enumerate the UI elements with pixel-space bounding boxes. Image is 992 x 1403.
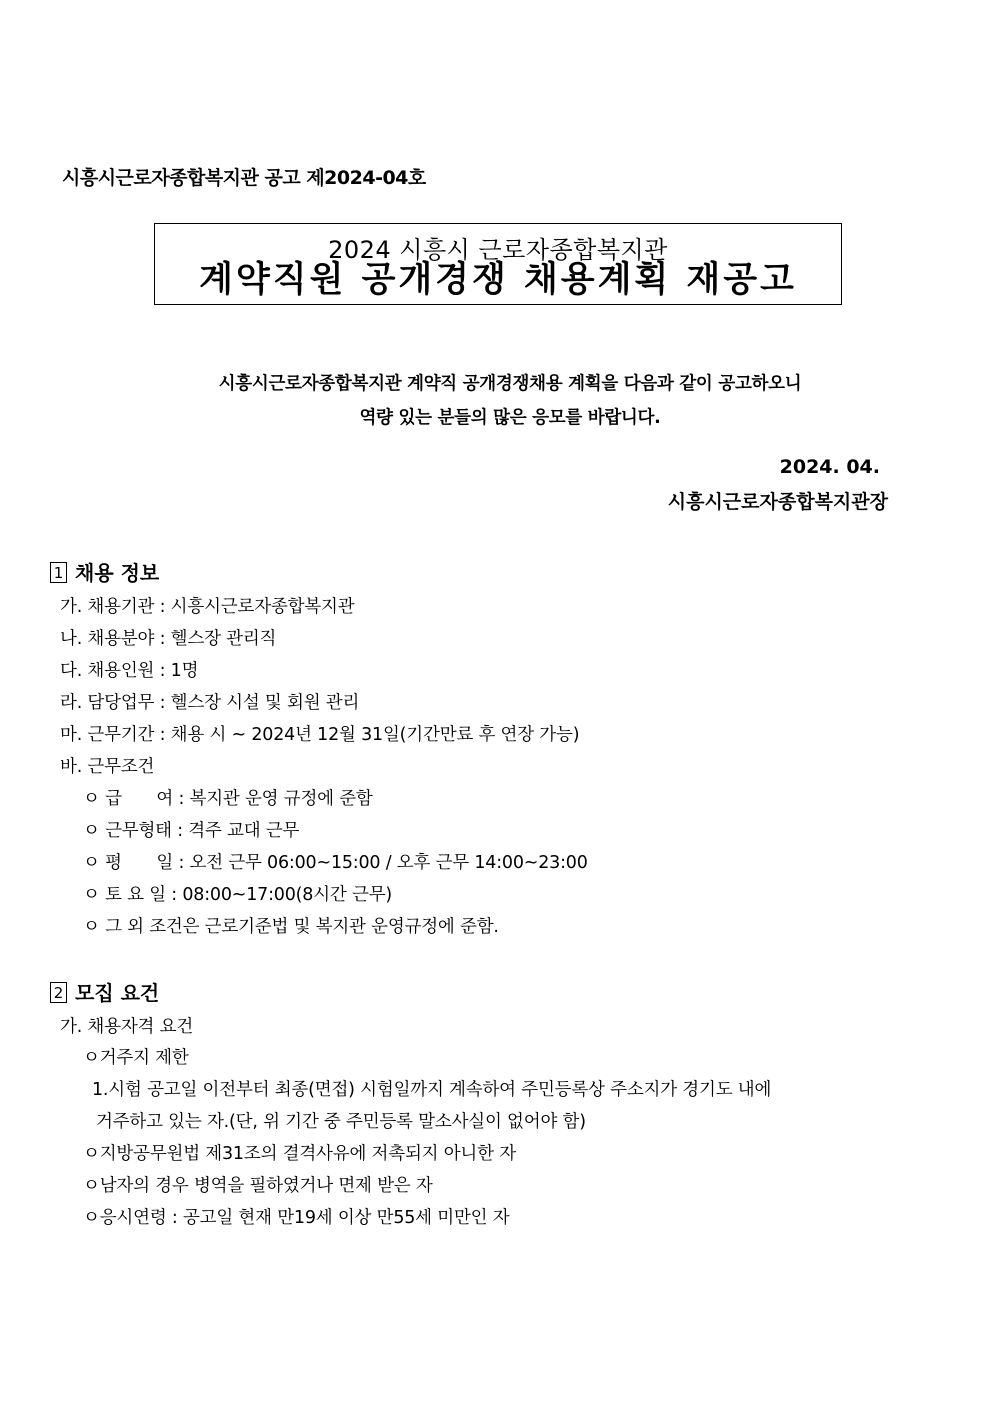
condition-item: ㅇ 토 요 일 : 08:00~17:00(8시간 근무) (83, 885, 393, 905)
requirement-line: 가. 채용자격 요건 (60, 1017, 194, 1037)
condition-item: ㅇ 급 여 : 복지관 운영 규정에 준함 (83, 789, 373, 809)
info-line: 바. 근무조건 (60, 757, 155, 777)
intro-line-1: 시흥시근로자종합복지관 계약직 공개경쟁채용 계획을 다음과 같이 공고하오니 (218, 374, 802, 394)
section-1-heading (50, 557, 159, 586)
intro-line-2: 역량 있는 분들의 많은 응모를 바랍니다. (359, 408, 661, 428)
info-line: 다. 채용인원 : 1명 (60, 661, 199, 681)
requirement-item: ㅇ남자의 경우 병역을 필하였거나 면제 받은 자 (83, 1176, 433, 1196)
condition-item: ㅇ 근무형태 : 격주 교대 근무 (83, 821, 300, 841)
section-2-title: 모집 요건 (75, 981, 160, 1005)
info-line: 라. 담당업무 : 헬스장 시설 및 회원 관리 (60, 693, 360, 713)
section-1-number: 1 (50, 562, 67, 583)
info-line: 마. 근무기간 : 채용 시 ~ 2024년 12월 31일(기간만료 후 연장 가능) (60, 725, 580, 745)
section-2-number: 2 (50, 982, 67, 1003)
requirement-item: ㅇ응시연령 : 공고일 현재 만19세 이상 만55세 미만인 자 (83, 1208, 510, 1228)
info-line: 가. 채용기관 : 시흥시근로자종합복지관 (60, 597, 355, 617)
organization-signature: 시흥시근로자종합복지관장 (667, 491, 888, 513)
notice-date: 2024. 04. (779, 456, 880, 478)
notice-number: 시흥시근로자종합복지관 공고 제2024-04호 (62, 167, 426, 189)
condition-item: ㅇ 평 일 : 오전 근무 06:00~15:00 / 오후 근무 14:00~23:00 (83, 853, 588, 873)
condition-item: ㅇ 그 외 조건은 근로기준법 및 복지관 운영규정에 준함. (83, 917, 499, 937)
requirement-detail: 1.시험 공고일 이전부터 최종(면접) 시험일까지 계속하여 주민등록상 주소지가 경기도 내에 (92, 1080, 772, 1100)
section-2-heading (50, 977, 159, 1006)
title-box (154, 223, 842, 305)
title-main: 계약직원 공개경쟁 채용계획 재공고 (199, 260, 797, 300)
requirement-item: ㅇ지방공무원법 제31조의 결격사유에 저촉되지 아니한 자 (83, 1144, 516, 1164)
info-line: 나. 채용분야 : 헬스장 관리직 (60, 629, 277, 649)
section-1-title: 채용 정보 (75, 561, 160, 585)
requirement-item: ㅇ거주지 제한 (83, 1048, 189, 1068)
requirement-detail: 거주하고 있는 자.(단, 위 기간 중 주민등록 말소사실이 없어야 함) (96, 1112, 586, 1132)
title-subtitle: 2024 시흥시 근로자종합복지관 (328, 236, 668, 264)
